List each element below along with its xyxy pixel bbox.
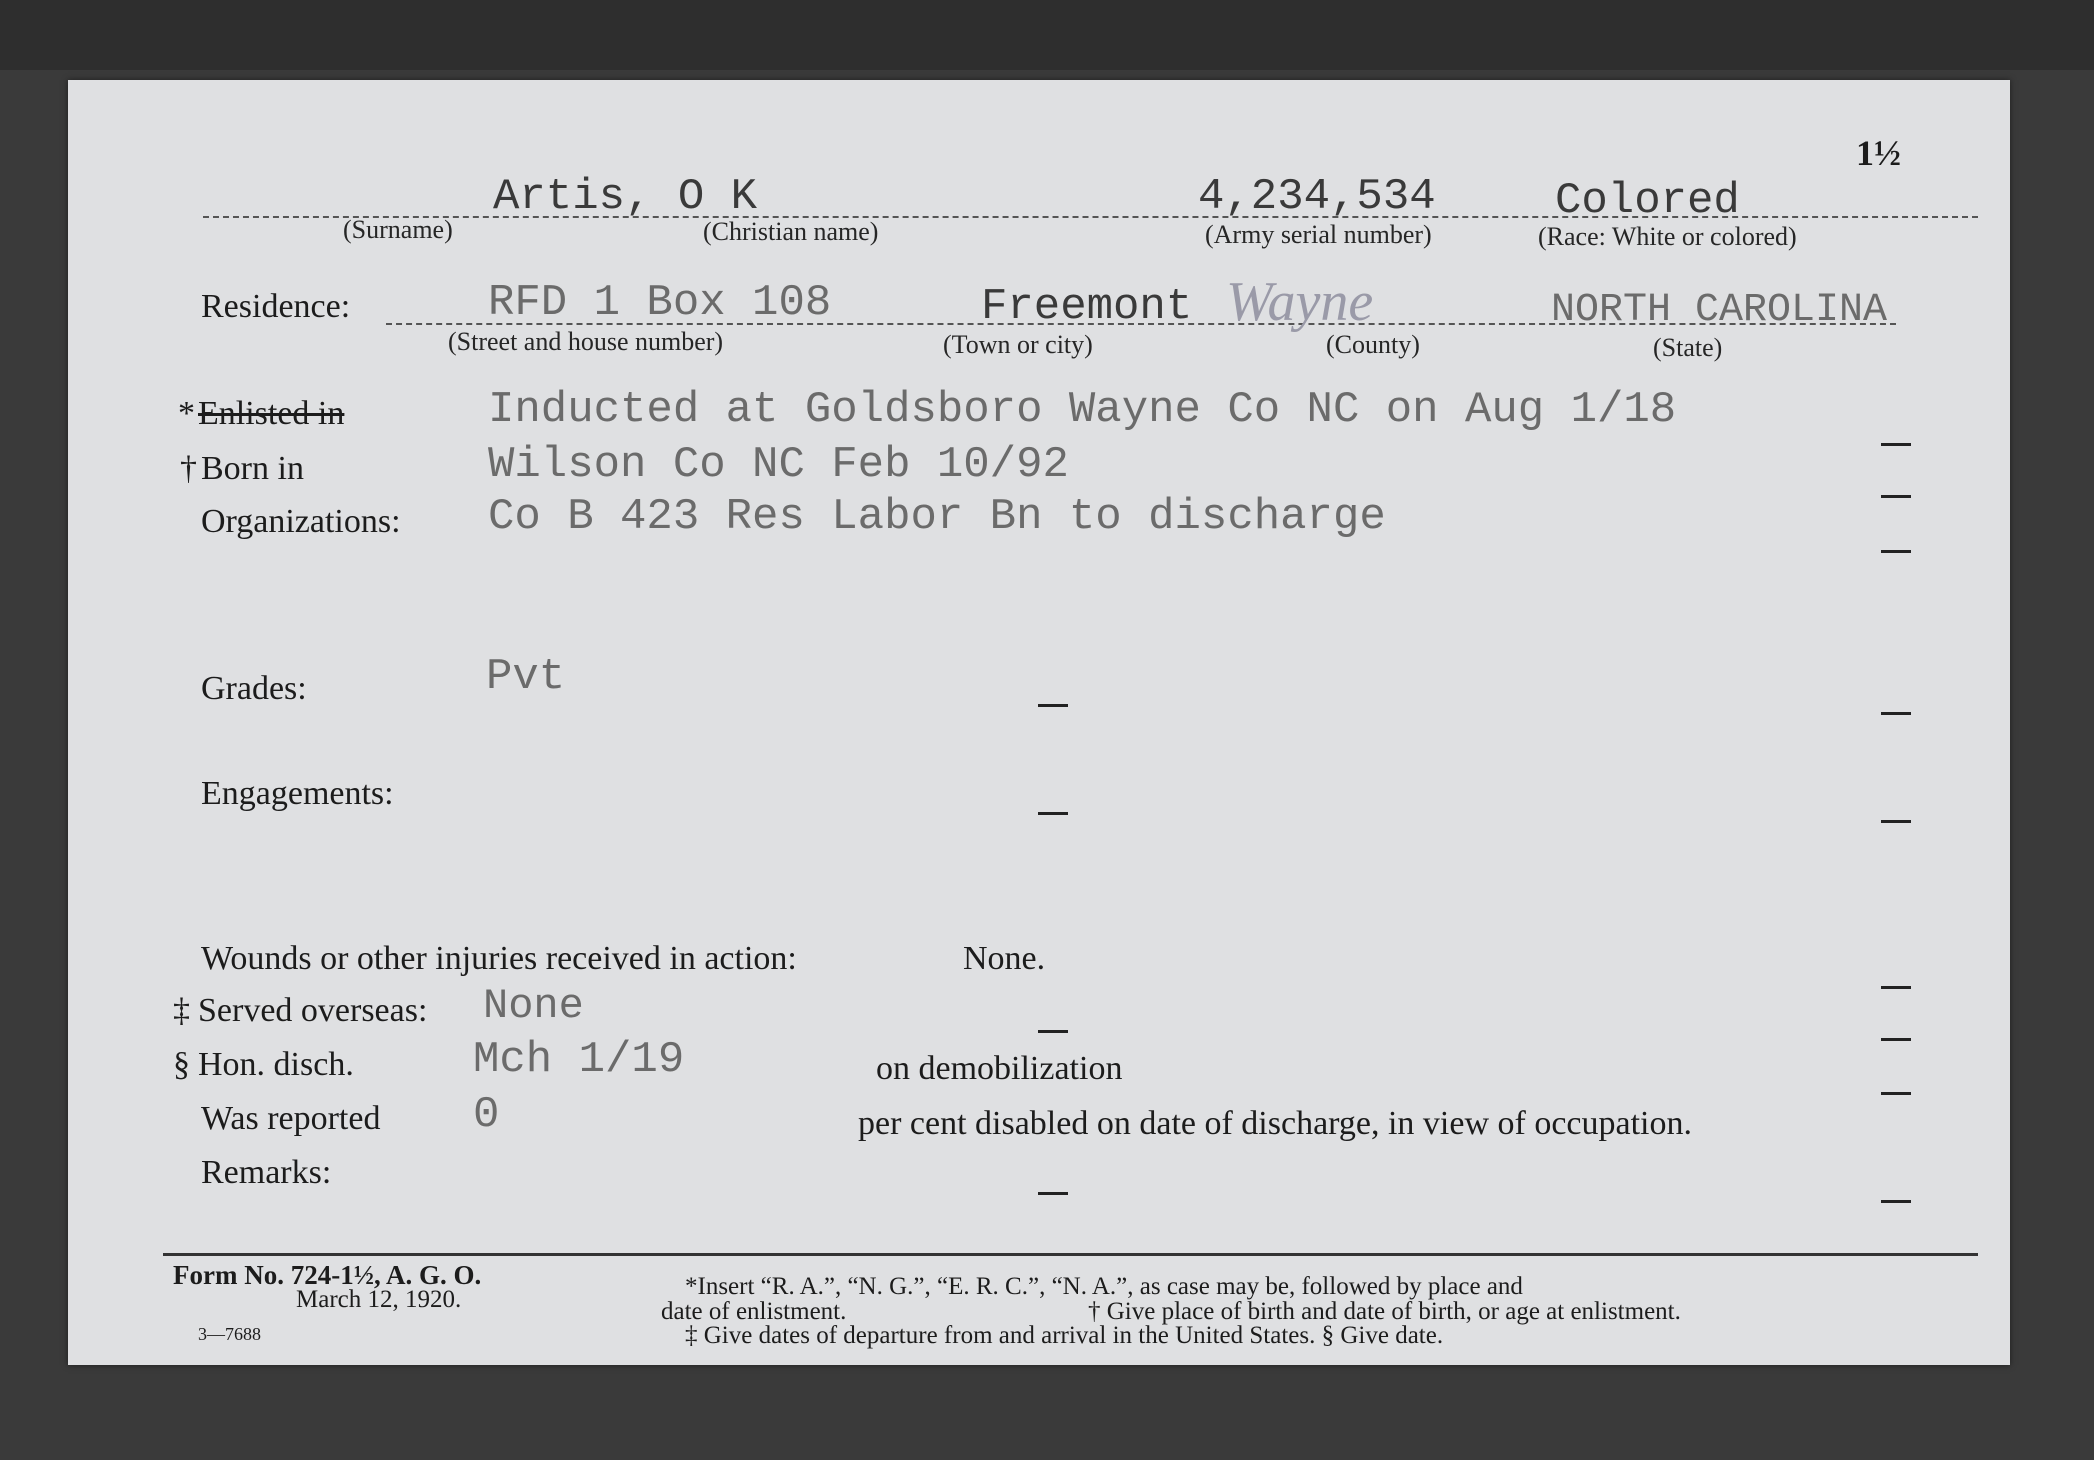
- organizations-label: Organizations:: [201, 503, 401, 540]
- state-value: NORTH CAROLINA: [1551, 288, 1888, 333]
- reported-suffix: per cent disabled on date of discharge, in view of occupation.: [858, 1105, 1692, 1142]
- grades-end-mark: [1881, 712, 1911, 715]
- print-code: 3—7688: [198, 1324, 261, 1344]
- organizations-value: Co B 423 Res Labor Bn to discharge: [488, 492, 1386, 542]
- county-caption: (County): [1326, 330, 1420, 359]
- surname-value: Artis, O K: [493, 172, 758, 222]
- born-dagger: †: [180, 450, 197, 487]
- footnote-enlistment-cont: date of enlistment.: [661, 1298, 847, 1325]
- grades-mid-mark: [1038, 704, 1068, 707]
- overseas-end-mark: [1881, 1038, 1911, 1041]
- town-value: Freemont: [981, 282, 1193, 332]
- organizations-end-mark: [1881, 550, 1911, 553]
- form-date: March 12, 1920.: [296, 1286, 462, 1313]
- remarks-end-mark: [1881, 1200, 1911, 1203]
- footnote-enlistment: *Insert “R. A.”, “N. G.”, “E. R. C.”, “N. A.”, as case may be, followed by place and: [685, 1273, 1523, 1300]
- footer-rule: [163, 1253, 1978, 1256]
- footnote-birth: † Give place of birth and date of birth, or age at enlistment.: [1088, 1298, 1681, 1325]
- engagements-end-mark: [1881, 820, 1911, 823]
- footnote-overseas: ‡ Give dates of departure from and arrival in the United States. § Give date.: [685, 1322, 1444, 1349]
- wounds-label: Wounds or other injuries received in action:: [201, 940, 797, 977]
- race-caption: (Race: White or colored): [1538, 222, 1797, 251]
- scanner-background: [0, 0, 2094, 70]
- overseas-value: None: [483, 982, 584, 1030]
- hon-disch-end-mark: [1881, 1092, 1911, 1095]
- reported-value: 0: [473, 1090, 500, 1140]
- engagements-mid-mark: [1038, 812, 1068, 815]
- hon-disch-section-mark: §: [173, 1046, 190, 1083]
- engagements-label: Engagements:: [201, 775, 394, 812]
- born-value: Wilson Co NC Feb 10/92: [488, 440, 1069, 490]
- remarks-label: Remarks:: [201, 1154, 332, 1191]
- overseas-label: Served overseas:: [198, 992, 428, 1029]
- street-value: RFD 1 Box 108: [488, 278, 832, 328]
- grades-label: Grades:: [201, 670, 307, 707]
- race-value: Colored: [1555, 176, 1740, 226]
- street-caption: (Street and house number): [448, 327, 724, 356]
- form-number: Form No. 724-1½, A. G. O.: [173, 1260, 482, 1290]
- serial-number-caption: (Army serial number): [1205, 220, 1432, 249]
- wounds-end-mark: [1881, 986, 1911, 989]
- enlisted-value: Inducted at Goldsboro Wayne Co NC on Aug 1/18: [488, 385, 1677, 435]
- residence-label: Residence:: [201, 288, 351, 325]
- enlisted-asterisk: *: [178, 395, 195, 432]
- enlisted-label: Enlisted in: [198, 395, 345, 432]
- grades-value: Pvt: [486, 652, 566, 702]
- hon-disch-label: Hon. disch.: [198, 1046, 354, 1083]
- serial-number-value: 4,234,534: [1198, 172, 1436, 222]
- service-record-card: [68, 80, 2010, 1365]
- surname-caption: (Surname): [343, 215, 453, 244]
- wounds-value: None.: [963, 940, 1046, 977]
- state-caption: (State): [1653, 333, 1723, 362]
- enlisted-end-mark: [1881, 443, 1911, 446]
- county-value: Wayne: [1226, 271, 1374, 333]
- card-number: 1½: [1856, 133, 1901, 173]
- reported-label: Was reported: [201, 1100, 381, 1137]
- overseas-mid-mark: [1038, 1030, 1068, 1033]
- born-label: Born in: [201, 450, 304, 487]
- born-end-mark: [1881, 495, 1911, 498]
- town-caption: (Town or city): [943, 330, 1093, 359]
- overseas-double-dagger: ‡: [173, 992, 190, 1029]
- hon-disch-value: Mch 1/19: [473, 1035, 685, 1085]
- remarks-mid-mark: [1038, 1192, 1068, 1195]
- hon-disch-suffix: on demobilization: [876, 1050, 1123, 1087]
- christian-name-caption: (Christian name): [703, 217, 879, 246]
